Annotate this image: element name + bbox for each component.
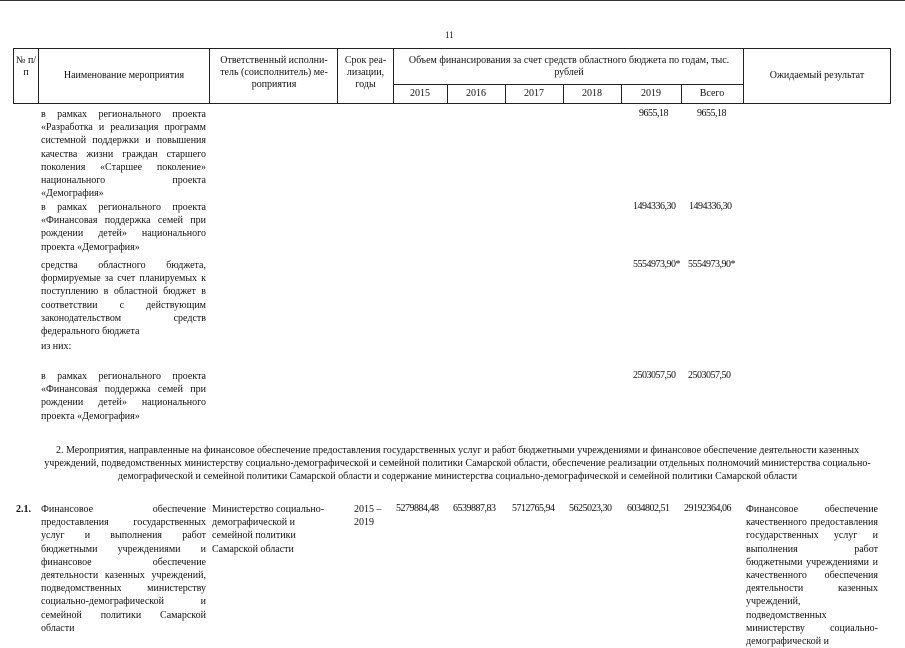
row-value-total: 2503057,50 <box>688 370 731 381</box>
row-value-total: 1494336,30 <box>689 201 732 212</box>
item-number: 2.1. <box>16 504 31 515</box>
page-number: 11 <box>445 30 454 40</box>
header-year-2017: 2017 <box>524 88 544 99</box>
item-value-2016: 6539887,83 <box>453 503 496 514</box>
years-divider <box>393 84 743 85</box>
row-value-2019: 2503057,50 <box>633 370 676 381</box>
header-year-2015: 2015 <box>410 88 430 99</box>
header-responsible: Ответственный исполни-тель (соисполнитель) ме-роприятия <box>220 55 328 90</box>
item-expected-result: Финансовое обеспечение качественного предоставления государственных услуг и выполнения работ бюджетными учреждениями и качественного обеспечения деятельности казенных учреждений, подведомственных министерству социально-демографической и <box>746 504 878 648</box>
header-year-2019: 2019 <box>641 88 661 99</box>
top-border <box>0 0 905 1</box>
row-value-2019: 9655,18 <box>639 108 668 119</box>
header-term: Срок реа-лизации, годы <box>344 55 387 90</box>
item-value-2017: 5712765,94 <box>512 503 555 514</box>
table-top-border <box>13 48 891 49</box>
header-year-2018: 2018 <box>582 88 602 99</box>
row-name: средства областного бюджета, формируемые за счет планируемых к поступлению в областной бюджет в соответствии с действующим законодательством средств федерального бюджета <box>41 260 206 338</box>
item-term: 2015 – 2019 <box>354 504 382 529</box>
item-value-2015: 5279884,48 <box>396 503 439 514</box>
item-value-2019: 6034802,51 <box>627 503 670 514</box>
col-divider <box>337 48 338 104</box>
row-value-2019: 1494336,30 <box>633 201 676 212</box>
section-heading: 2. Мероприятия, направленные на финансовое обеспечение предоставления государственных услуг и работ бюджетными учреждениями и финансовое обеспечение деятельности казенных учреждений, подведомственных министерству социально-демографической и семейной политики Самарской области, обеспечение реализации отдельных полномочий министерства социально-демографической и семейной политики Самарской области и содержание министерства социально-демографической и семейной политики Самарской области <box>44 445 871 482</box>
header-year-2016: 2016 <box>466 88 486 99</box>
item-value-2018: 5625023,30 <box>569 503 612 514</box>
header-bottom-border <box>13 103 891 104</box>
table-right-border <box>890 48 891 104</box>
row-name: в рамках регионального проекта «Финансовая поддержка семей при рождении детей» национального проекта «Демография» <box>41 202 206 253</box>
row-name: в рамках регионального проекта «Разработка и реализация программ системной поддержки и повышения качества жизни граждан старшего поколения «Старшее поколение» национального проекта «Демография» <box>41 109 206 200</box>
row-name: из них: <box>41 341 72 352</box>
header-financing: Объем финансирования за счет средств областного бюджета по годам, тыс. рублей <box>408 55 730 78</box>
item-value-total: 29192364,06 <box>684 503 731 514</box>
header-name: Наименование мероприятия <box>63 70 185 81</box>
header-total: Всего <box>699 88 725 99</box>
item-name: Финансовое обеспечение предоставления государственных услуг и выполнения работ бюджетными учреждениями и финансовое обеспечение деятельности казенных учреждений, подведомственных министерству социально-демографической и семейной политики Самарской области <box>41 504 206 634</box>
row-name: в рамках регионального проекта «Финансовая поддержка семей при рождении детей» национального проекта «Демография» <box>41 371 206 422</box>
col-divider <box>209 48 210 104</box>
row-value-2019: 5554973,90* <box>633 259 680 270</box>
row-value-total: 5554973,90* <box>688 259 735 270</box>
header-num: № п/п <box>15 55 37 78</box>
row-value-total: 9655,18 <box>697 108 726 119</box>
header-result: Ожидаемый результат <box>769 70 865 81</box>
item-responsible: Министерство социально-демографической и семейной политики Самарской области <box>212 504 325 555</box>
